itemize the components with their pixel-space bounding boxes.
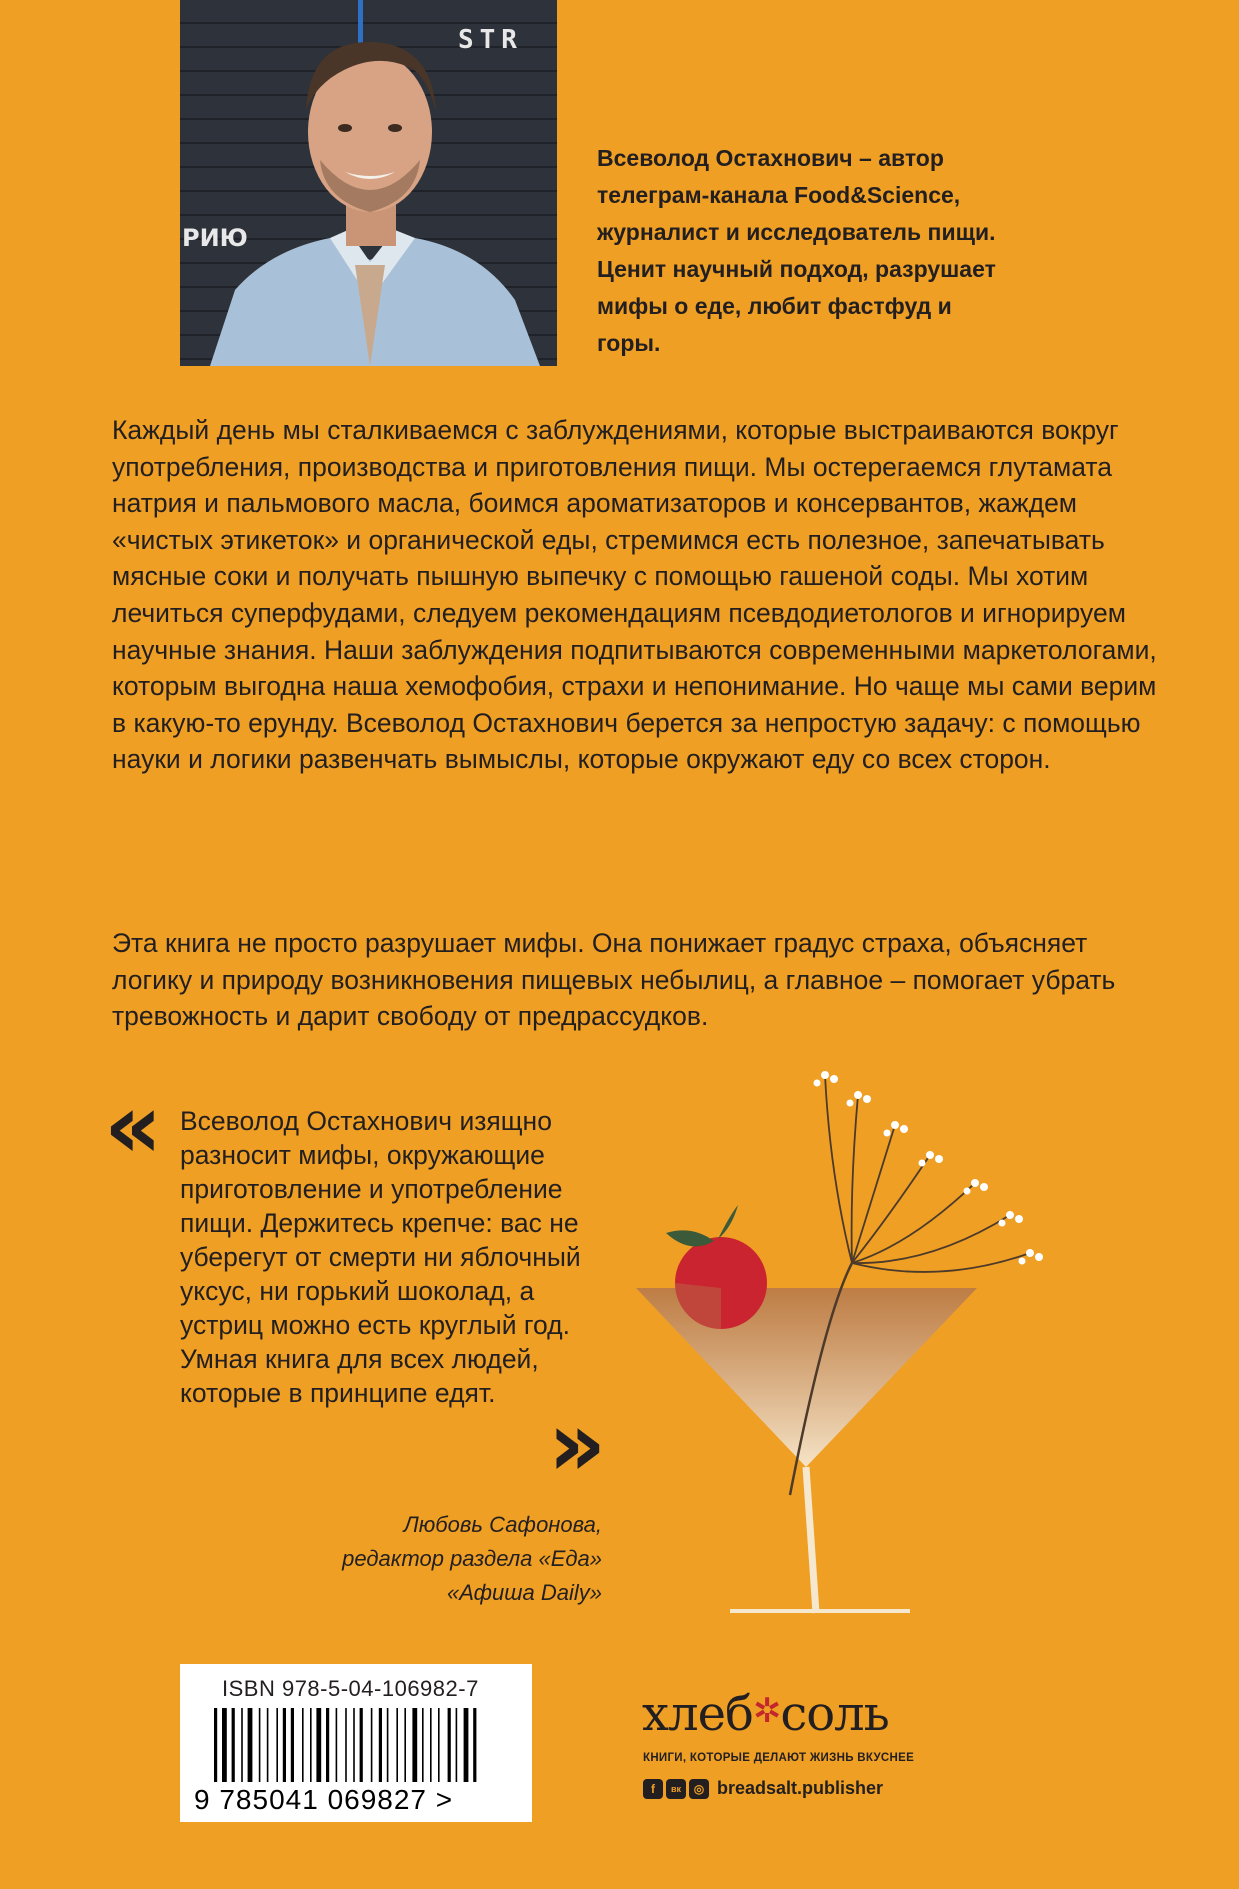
description-paragraph-1: Каждый день мы сталкиваемся с заблуждениями, которые выстраиваются вокруг употребления, производства и приготовления пищи. Мы остерегаемся глутамата натрия и пальмового масла, боимся ароматизаторов и консервантов, жаждем «чистых этикеток» и органической еды, стремимся есть полезное, запечатывать мясные соки и получать пышную выпечку с помощью гашеной соды. Мы хотим лечиться суперфудами, следуем рекомендациям псевдодиетологов и игнорируем научные знания. Наши заблуждения подпитываются современными маркетологами, которым выгодна наша хемофобия, страхи и непонимание. Но чаще мы сами верим в какую-то ерунду. Всеволод Остахнович берется за непростую задачу: с помощью науки и логики развенчать вымыслы, которые окружают еду со всех сторон. <box>112 415 1157 775</box>
publisher-logo-star: ✲ <box>752 1691 781 1731</box>
quote-open-mark: « <box>104 1074 163 1179</box>
photo-sign-text-small: РИЮ <box>182 224 248 252</box>
quote-author-role: редактор раздела «Еда» <box>342 1546 602 1571</box>
publisher-social <box>643 1778 883 1799</box>
quote-outlet: «Афиша Daily» <box>446 1580 602 1605</box>
publisher-logo-left: хлеб <box>642 1686 753 1742</box>
photo-sign-text: STR <box>458 25 523 55</box>
barcode-digits: 9 785041 069827 > <box>194 1784 454 1815</box>
publisher-logo-right: соль <box>780 1686 889 1742</box>
author-photo <box>180 0 557 366</box>
quote-author: Любовь Сафонова, <box>403 1512 602 1537</box>
publisher-handle[interactable]: breadsalt.publisher <box>717 1778 884 1798</box>
instagram-icon[interactable]: ◎ <box>689 1779 709 1799</box>
quote-attribution <box>230 1508 602 1610</box>
publisher-tagline: КНИГИ, КОТОРЫЕ ДЕЛАЮТ ЖИЗНЬ ВКУСНЕЕ <box>643 1752 915 1764</box>
quote-close-mark: » <box>548 1392 607 1497</box>
facebook-icon[interactable]: f <box>643 1779 663 1799</box>
author-photo-illustration <box>180 0 557 366</box>
publisher-logo <box>642 1686 932 1742</box>
cocktail-illustration <box>620 1055 1090 1615</box>
barcode-bars <box>180 1664 532 1822</box>
description-paragraph-2: Эта книга не просто разрушает мифы. Она понижает градус страха, объясняет логику и природу возникновения пищевых небылиц, а главное – помогает убрать тревожность и дарит свободу от предрассудков. <box>112 928 1116 1032</box>
review-quote-text: Всеволод Остахнович изящно разносит мифы, окружающие приготовление и употребление пищи. Держитесь крепче: вас не уберегут от смерти ни яблочный уксус, ни горький шоколад, а устриц можно есть круглый год. Умная книга для всех людей, которые в принципе едят. <box>180 1106 581 1408</box>
isbn-label: ISBN 978-5-04-106982-7 <box>222 1676 479 1701</box>
author-bio: Всеволод Остахнович – автор телеграм-канала Food&Science, журналист и исследователь пищи. Ценит научный подход, разрушает мифы о еде, любит фастфуд и горы. <box>597 145 996 356</box>
vk-icon[interactable]: вк <box>666 1779 686 1799</box>
isbn-barcode <box>180 1664 532 1822</box>
